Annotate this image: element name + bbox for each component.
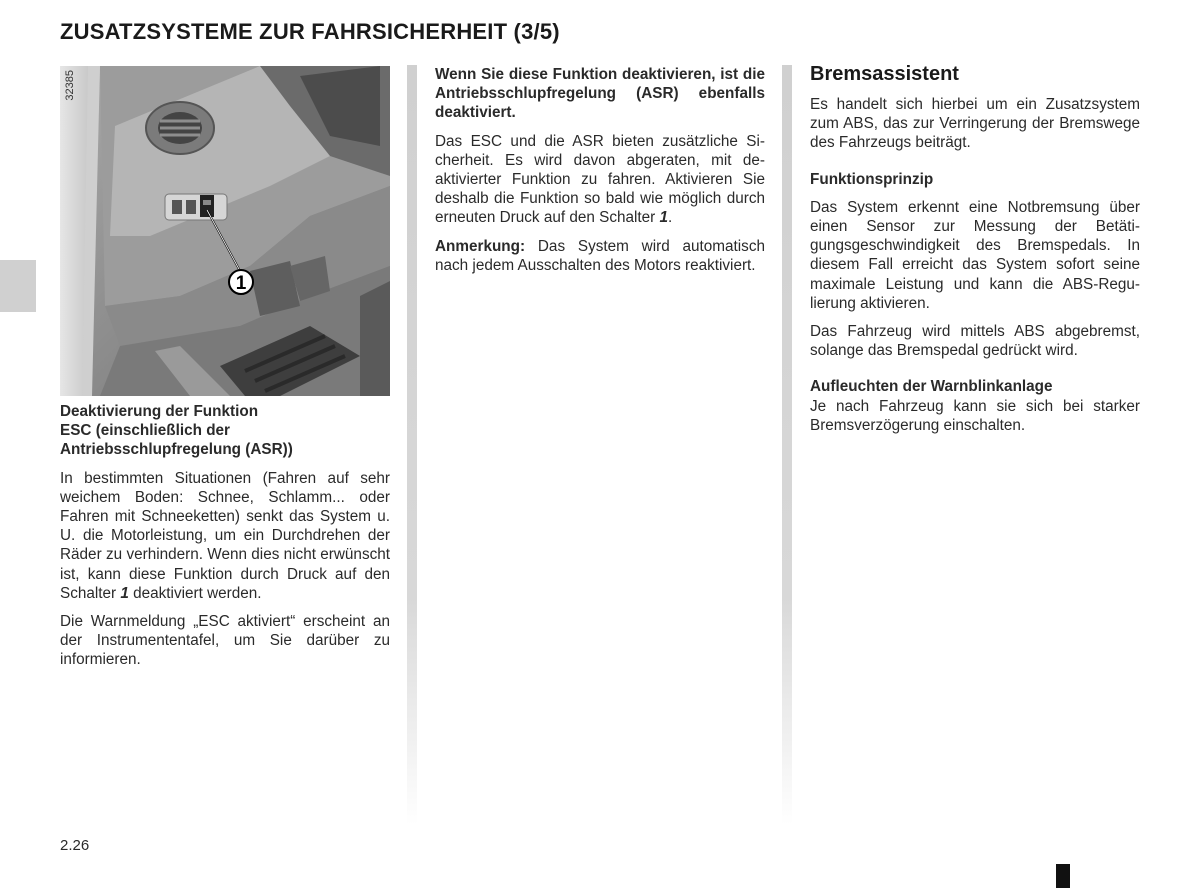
text: Das ESC und die ASR bieten zusätzliche Sicherheit. Es wird davon abgeraten, mit deaktivierter Funktion zu fahren. Aktivieren Sie deshalb die Funktion so bald wie möglich durch erneuten Druck auf den Schalter (435, 132, 765, 227)
subsection-title: Aufleuchten der Warnblinkanlage (810, 378, 1053, 396)
page-title: ZUSATZSYSTEME ZUR FAHRSICHERHEIT (3/5) (60, 19, 560, 44)
text: . (668, 209, 673, 227)
switch-reference: 1 (659, 209, 669, 227)
text: deaktiviert werden. (128, 584, 262, 602)
note-label: Anmerkung: (435, 237, 526, 255)
note-text: Das System wird automatisch nach jedem Ausschalten des Motors reaktiviert. (435, 237, 765, 274)
text: In bestimmten Situationen (Fahren auf sehr weichem Boden: Schnee, Schlamm... oder Fahren mit Schneeketten) senkt das System u. U. die Motorleistung, um ein Durchdrehen der Räder zu verhindern. Wenn dies nicht erwünscht ist, kann diese Funktion durch Druck auf den Schalter (60, 469, 390, 602)
paragraph: Das System erkennt eine Notbremsung über einen Sensor zur Messung der Betätigungsgeschwindigkeit des Bremspedals. In diesem Fall erreicht das System sofort seine maximale Leistung und kann die ABS-Regulierung aktivieren. (810, 198, 1140, 312)
subsection-title: Funktionsprinzip (810, 170, 934, 188)
column-divider (407, 65, 417, 825)
column-divider (782, 65, 792, 825)
page-edge-mark (1056, 864, 1070, 888)
heading-line: ESC (einschließlich der (60, 422, 231, 440)
section-heading (60, 402, 390, 460)
callout-label: 1 (235, 273, 247, 294)
note-paragraph (435, 237, 765, 275)
dashboard-illustration (60, 66, 390, 396)
figure-id: 32385 (64, 70, 76, 101)
column-middle (435, 65, 765, 284)
paragraph: Je nach Fahrzeug kann sie sich bei starker Bremsverzögerung einschalten. (810, 397, 1140, 434)
chapter-tab (0, 260, 36, 312)
bold-paragraph: Wenn Sie diese Funktion deaktivieren, ist die Antriebsschlupfregelung (ASR) ebenfalls deaktiviert. (435, 66, 765, 122)
section-title: Bremsassistent (810, 63, 959, 85)
switch-reference: 1 (120, 584, 129, 602)
paragraph: Die Warnmeldung „ESC aktiviert“ erscheint an der Instrumententafel, um Sie darüber zu informieren. (60, 613, 390, 669)
page-number: 2.26 (60, 837, 90, 854)
paragraph: Es handelt sich hierbei um ein Zusatzsystem zum ABS, das zur Verringerung der Bremswege des Fahrzeugs beiträgt. (810, 96, 1140, 152)
paragraph: Das Fahrzeug wird mittels ABS abgebremst, solange das Bremspedal gedrückt wird. (810, 323, 1140, 360)
paragraph (60, 469, 390, 603)
heading-line: Deaktivierung der Funktion (60, 403, 259, 420)
paragraph (435, 132, 765, 228)
column-left (60, 402, 390, 679)
heading-line: Antriebsschlupfregelung (ASR)) (60, 441, 293, 459)
column-right (810, 62, 1140, 444)
